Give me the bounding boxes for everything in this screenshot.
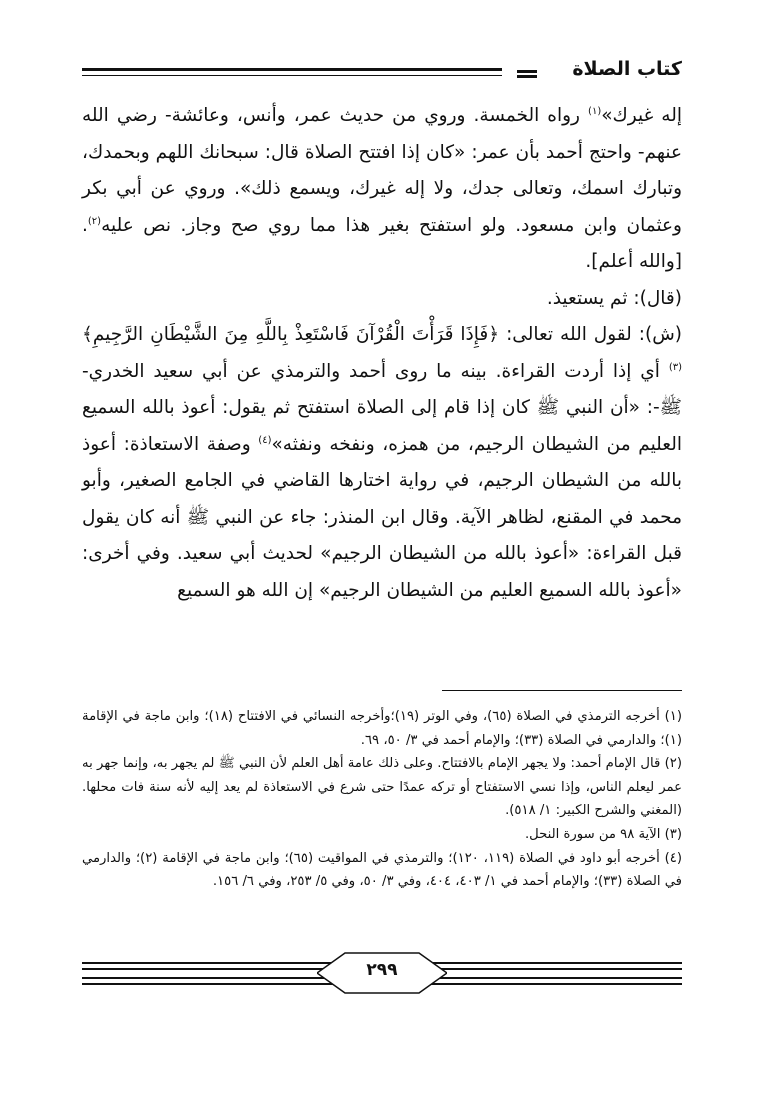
footnote-2: (٢) قال الإمام أحمد: ولا يجهر الإمام بالافتتاح. وعلى ذلك عامة أهل العلم لأن النبي ﷺ لم يجهر به، وإنما جهر به عمر ليعلم الناس، وإذا نسي الاستفتاح أو تركه عمدًا حتى شرع في الاستعاذة لم يعد إليه لأنه سنة فات محلها. (المغني والشرح الكبير: ١/ ٥١٨). [82,756,682,819]
page-number: ٢٩٩ [366,960,398,980]
footnote-4: (٤) أخرجه أبو داود في الصلاة (١١٩، ١٢٠)؛ والترمذي في المواقيت (٦٥)؛ وابن ماجة في الإقامة (٢)؛ والدارمي في الصلاة (٣٣)؛ والإمام أحمد في ١/ ٤٠٣، ٤٠٤، وفي ٣/ ٥٠، وفي ٥/ ٢٥٣، وفي ٦/ ١٥٦. [82,850,682,890]
paragraph-1 [82,98,682,281]
header-rule-thin [82,75,502,76]
footnote-separator [442,690,682,691]
text-segment: إله غيرك» [601,105,683,126]
text-segment: . [والله أعلم]. [82,214,682,272]
text-segment: أي إذا أردت القراءة. بينه ما روى أحمد والترمذي عن أبي سعيد الخدري- ﷺ-: «أن النبي ﷺ كان إذا قام إلى الصلاة استفتح ثم يقول: أعوذ بالله السميع العليم من الشيطان الرجيم، من همزه، ونفخه ونفثه» [82,360,682,455]
text-segment: وصفة الاستعاذة: أعوذ بالله من الشيطان الرجيم، في رواية اختارها القاضي في الجامع الصغير، وأبو محمد في المقنع، لظاهر الآية. وقال ابن المنذر: جاء عن النبي ﷺ أنه كان يقول قبل القراءة: «أعوذ بالله من الشيطان الرجيم» لحديث أبي سعيد. وفي أخرى: «أعوذ بالله السميع العليم من الشيطان الرجيم» إن الله هو السميع [82,433,682,601]
footnote-ref: (٤) [258,434,272,446]
footnote-1: (١) أخرجه الترمذي في الصلاة (٦٥)، وفي الوتر (١٩)؛وأخرجه النسائي في الافتتاح (١٨)؛ وابن ماجة في الإقامة (١)؛ والدارمي في الصلاة (٣٣)؛ والإمام أحمد في ٣/ ٥٠، ٦٩. [82,709,682,748]
footnote-ref: (١) [588,105,602,117]
paragraph-2: (قال): ثم يستعيذ. [546,287,682,309]
footnote-ref: (٢) [87,215,102,227]
main-text [82,98,682,609]
text-segment: (ش): لقول الله تعالى: ﴿فَإِذَا قَرَأْتَ الْقُرْآنَ فَاسْتَعِذْ بِاللَّهِ مِنَ الشَّيْطَانِ الرَّجِيمِ﴾ [82,324,682,345]
text-segment: رواه الخمسة. وروي من حديث عمر، وأنس، وعائشة- رضي الله عنهم- واحتج أحمد بأن عمر: «كان إذا افتتح الصلاة قال: سبحانك اللهم وبحمدك، وتبارك اسمك، وتعالى جدك، ولا إله غيرك، ويسمع ذلك». وروي عن أبي بكر وعثمان وابن مسعود. ولو استفتح بغير هذا مما روي صح وجاز. نص عليه [82,105,682,236]
footnotes [82,705,682,894]
header-title: كتاب الصلاة [572,58,682,80]
header-marker [517,70,537,73]
running-header [82,58,682,88]
footnote-ref: (٣) [668,361,682,373]
paragraph-3 [82,317,682,609]
header-rule [82,68,502,71]
page-footer [82,951,682,995]
footnote-3: (٣) الآية ٩٨ من سورة النحل. [524,826,682,842]
